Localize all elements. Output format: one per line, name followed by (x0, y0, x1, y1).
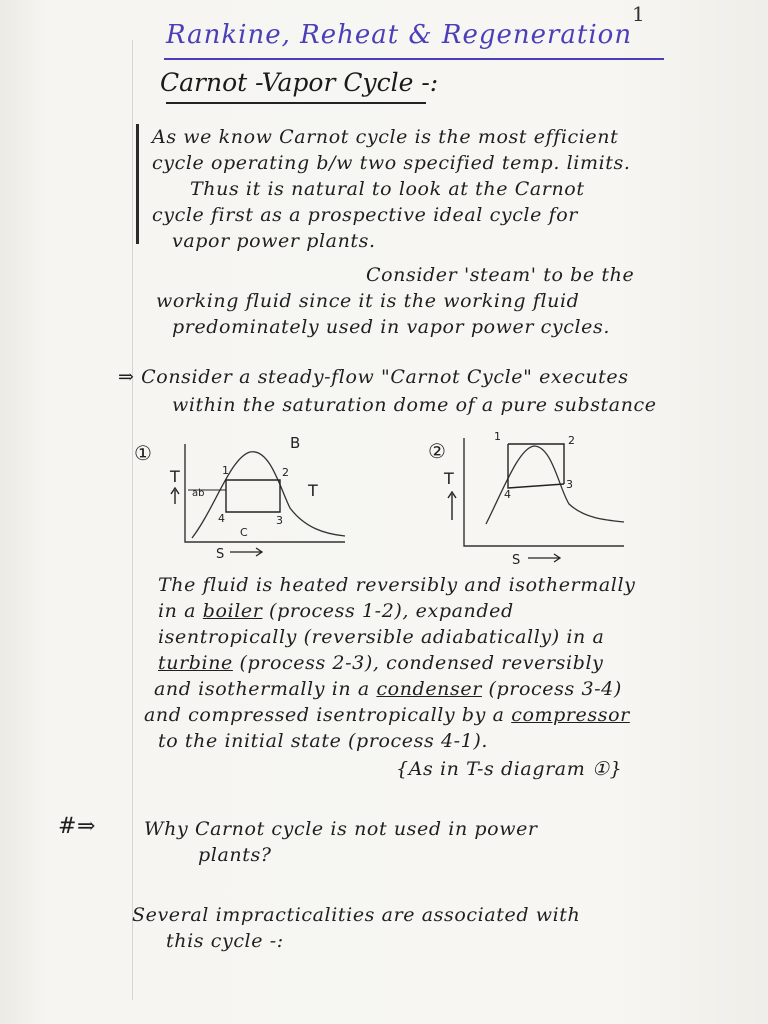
text-line: working fluid since it is the working fluid (156, 290, 580, 312)
y-axis-label: T (444, 469, 454, 488)
text-line: isentropically (reversible adiabatically) in a (158, 626, 605, 648)
text-line: within the saturation dome of a pure substance (172, 394, 657, 416)
diagram-number: ① (134, 441, 152, 465)
axes (464, 438, 624, 546)
page-number: 1 (632, 2, 645, 26)
point-label: 2 (282, 466, 289, 479)
text-line: predominately used in vapor power cycles. (172, 316, 611, 338)
text-line: and isothermally in a condenser (process 3-4) (154, 678, 622, 700)
text-line: The fluid is heated reversibly and isothermally (158, 574, 636, 596)
point-label: 3 (566, 478, 573, 491)
text-line: vapor power plants. (172, 230, 376, 252)
carnot-cycle-lower (508, 444, 564, 488)
question-text: Why Carnot cycle is not used in power (144, 818, 538, 840)
point-label: 3 (276, 514, 283, 527)
point-c-label: C (240, 526, 248, 539)
text-line: {As in T-s diagram ①} (396, 758, 623, 780)
text-line: turbine (process 2-3), condensed reversibly (158, 652, 604, 674)
text-line: ⇒ Consider a steady-flow "Carnot Cycle" executes (118, 366, 629, 388)
point-label: 4 (504, 488, 511, 501)
x-axis-label: S (512, 553, 521, 568)
text-line: Thus it is natural to look at the Carnot (190, 178, 585, 200)
text-line: cycle first as a prospective ideal cycle for (152, 204, 578, 226)
ts-diagram-2 (424, 428, 654, 568)
text-line: in a boiler (process 1-2), expanded (158, 600, 514, 622)
diagram-number: ② (428, 439, 446, 463)
y-axis-label: T (170, 467, 180, 486)
ab-label: ab (192, 488, 205, 499)
x-axis-label: S (216, 547, 225, 562)
point-label: 2 (568, 434, 575, 447)
point-label: 1 (222, 464, 229, 477)
point-label: 1 (494, 430, 501, 443)
temp-label: T (308, 481, 318, 500)
text-line: to the initial state (process 4-1). (158, 730, 489, 752)
question-marker: #⇒ (58, 814, 97, 839)
text-line: cycle operating b/w two specified temp. limits. (152, 152, 631, 174)
paragraph-bracket (136, 124, 139, 244)
carnot-cycle (226, 480, 280, 512)
text-line: this cycle -: (166, 930, 284, 952)
section-underline (166, 102, 426, 104)
text-line: and compressed isentropically by a compressor (144, 704, 630, 726)
title-underline (164, 58, 664, 60)
question-text: plants? (198, 844, 272, 866)
saturation-dome (192, 452, 345, 538)
section-title: Carnot -Vapor Cycle -: (160, 68, 439, 97)
text-line: Several impracticalities are associated with (132, 904, 581, 926)
point-label: 4 (218, 512, 225, 525)
page-title: Rankine, Reheat & Regeneration (166, 20, 633, 50)
dome-label: B (290, 434, 301, 452)
text-line: Consider 'steam' to be the (366, 264, 635, 286)
ts-diagram-1 (130, 428, 380, 568)
text-line: As we know Carnot cycle is the most efficient (152, 126, 619, 148)
